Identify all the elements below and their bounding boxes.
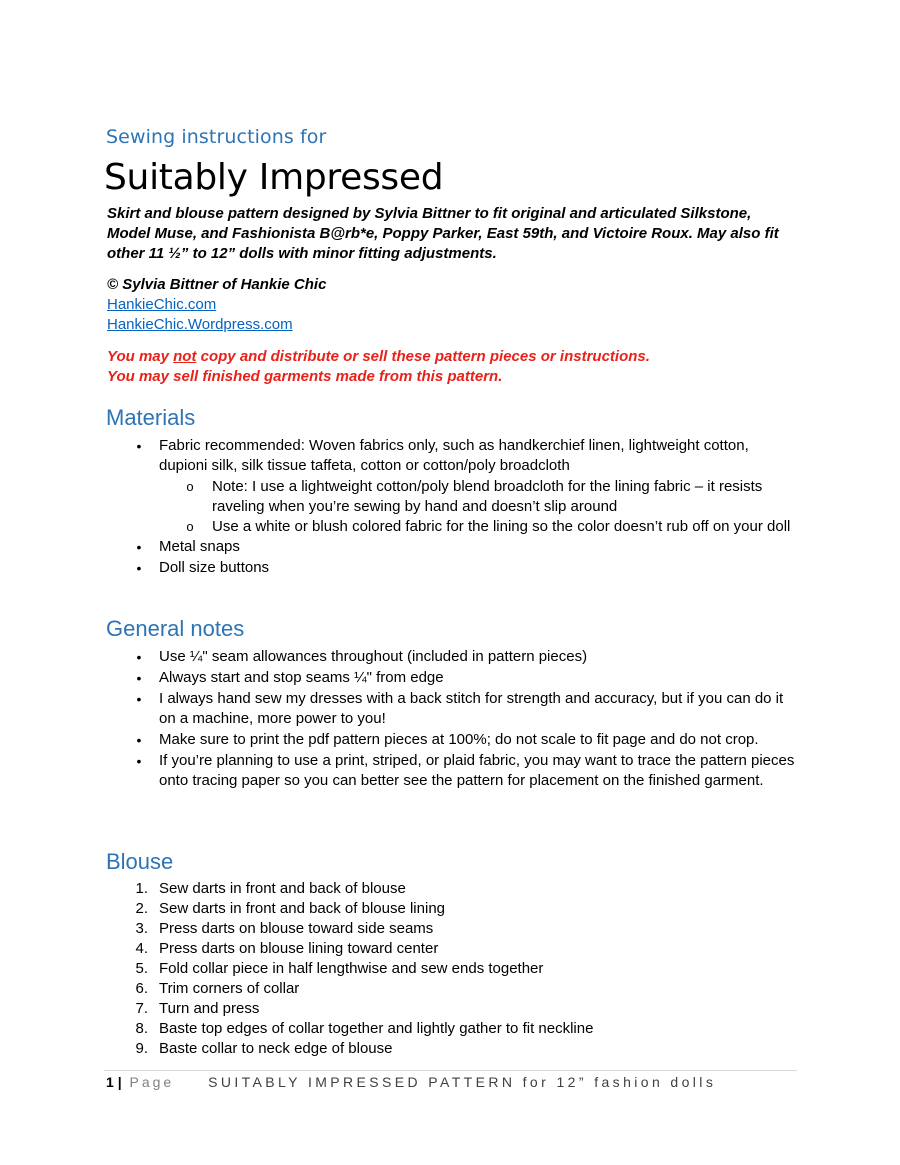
list-item bbox=[0, 558, 799, 578]
page-word: Page bbox=[129, 1074, 175, 1090]
page-title: Suitably Impressed bbox=[104, 157, 444, 198]
note-text: Make sure to print the pdf pattern pieces at 100%; do not scale to fit page and do not crop. bbox=[159, 731, 759, 748]
materials-item-fabric: Fabric recommended: Woven fabrics only, such as handkerchief linen, lightweight cotton, dupioni silk, silk tissue taffeta, cotton or cotton/poly broadcloth bbox=[159, 437, 749, 474]
step-text: Press darts on blouse lining toward center bbox=[159, 940, 439, 957]
note-text: I always hand sew my dresses with a back stitch for strength and accuracy, but if you can do it on a machine, more power to you! bbox=[159, 690, 784, 727]
bullet-icon: • bbox=[136, 438, 142, 454]
list-item bbox=[0, 689, 799, 729]
list-item bbox=[0, 647, 799, 667]
note-text: Use ¼" seam allowances throughout (included in pattern pieces) bbox=[159, 648, 588, 665]
step-text: Sew darts in front and back of blouse bbox=[159, 880, 406, 897]
materials-sub-note: Note: I use a lightweight cotton/poly blend broadcloth for the lining fabric – it resists raveling when you’re sewing by hand and doesn’t slip around bbox=[212, 478, 763, 515]
list-item bbox=[0, 939, 799, 959]
list-item bbox=[0, 730, 799, 750]
bullet-icon: • bbox=[136, 649, 142, 665]
step-text: Trim corners of collar bbox=[159, 980, 300, 997]
step-number: 8. bbox=[135, 1020, 148, 1037]
bullet-icon: • bbox=[136, 732, 142, 748]
circle-bullet-icon: o bbox=[186, 519, 194, 534]
page-number: 1 bbox=[106, 1074, 114, 1090]
blouse-heading: Blouse bbox=[106, 849, 174, 874]
list-item bbox=[0, 999, 799, 1019]
step-number: 1. bbox=[135, 880, 148, 897]
bullet-icon: • bbox=[136, 670, 142, 686]
copyright-line: © Sylvia Bittner of Hankie Chic bbox=[107, 276, 327, 293]
warning-line-1-after: copy and distribute or sell these pattern pieces or instructions. bbox=[196, 348, 650, 365]
step-text: Sew darts in front and back of blouse lining bbox=[159, 900, 446, 917]
step-number: 7. bbox=[135, 1000, 148, 1017]
bullet-icon: • bbox=[136, 753, 142, 769]
step-text: Baste collar to neck edge of blouse bbox=[159, 1040, 393, 1057]
sub-list-item bbox=[0, 517, 802, 537]
list-item bbox=[0, 919, 799, 939]
list-item bbox=[0, 436, 799, 476]
step-text: Turn and press bbox=[159, 1000, 260, 1017]
bullet-icon: • bbox=[136, 691, 142, 707]
materials-item-snaps: Metal snaps bbox=[159, 538, 240, 555]
list-item bbox=[0, 879, 799, 899]
list-item bbox=[0, 537, 799, 557]
warning-line-1-before: You may bbox=[107, 348, 174, 365]
blouse-steps-list bbox=[0, 879, 799, 1059]
general-notes-heading: General notes bbox=[106, 616, 245, 641]
materials-heading: Materials bbox=[106, 405, 196, 430]
warning-emphasis: not bbox=[173, 348, 197, 365]
step-text: Baste top edges of collar together and lightly gather to fit neckline bbox=[159, 1020, 594, 1037]
list-item bbox=[0, 979, 799, 999]
footer-separator: | bbox=[117, 1074, 122, 1090]
list-item bbox=[0, 751, 799, 791]
hankiechic-link[interactable]: HankieChic.com bbox=[107, 296, 217, 313]
step-number: 6. bbox=[135, 980, 148, 997]
list-item bbox=[0, 959, 799, 979]
warning-line-2: You may sell finished garments made from this pattern. bbox=[107, 368, 503, 385]
circle-bullet-icon: o bbox=[186, 479, 194, 494]
step-number: 5. bbox=[135, 960, 148, 977]
list-item bbox=[0, 668, 799, 688]
page-footer bbox=[106, 1074, 716, 1090]
note-text: Always start and stop seams ¼" from edge bbox=[159, 669, 444, 686]
warning-line-1 bbox=[107, 348, 650, 365]
step-number: 4. bbox=[135, 940, 148, 957]
materials-item-buttons: Doll size buttons bbox=[159, 559, 270, 576]
step-number: 2. bbox=[135, 900, 148, 917]
list-item bbox=[0, 899, 799, 919]
bullet-icon: • bbox=[136, 539, 142, 555]
step-text: Fold collar piece in half lengthwise and sew ends together bbox=[159, 960, 544, 977]
wordpress-link[interactable]: HankieChic.Wordpress.com bbox=[107, 316, 293, 333]
sub-list-item bbox=[0, 477, 802, 517]
list-item bbox=[0, 1019, 799, 1039]
list-item bbox=[0, 1039, 799, 1059]
materials-list bbox=[0, 436, 802, 579]
pre-title: Sewing instructions for bbox=[106, 126, 327, 148]
bullet-icon: • bbox=[136, 560, 142, 576]
materials-sub-lining: Use a white or blush colored fabric for the lining so the color doesn’t rub off on your doll bbox=[212, 518, 791, 535]
step-number: 3. bbox=[135, 920, 148, 937]
subtitle: Skirt and blouse pattern designed by Sylvia Bittner to fit original and articulated Silkstone, Model Muse, and Fashionista B@rb*e, Poppy Parker, East 59th, and Victoire Roux. May also fit other 11 ½” to 12” dolls with minor fitting adjustments. bbox=[107, 205, 779, 262]
general-notes-list bbox=[0, 647, 799, 792]
step-text: Press darts on blouse toward side seams bbox=[159, 920, 434, 937]
note-text: If you’re planning to use a print, striped, or plaid fabric, you may want to trace the pattern pieces onto tracing paper so you can better see the pattern for placement on the finished garment. bbox=[159, 752, 795, 789]
footer-divider bbox=[104, 1070, 797, 1071]
footer-title: SUITABLY IMPRESSED PATTERN for 12” fashion dolls bbox=[208, 1074, 717, 1090]
step-number: 9. bbox=[135, 1040, 148, 1057]
